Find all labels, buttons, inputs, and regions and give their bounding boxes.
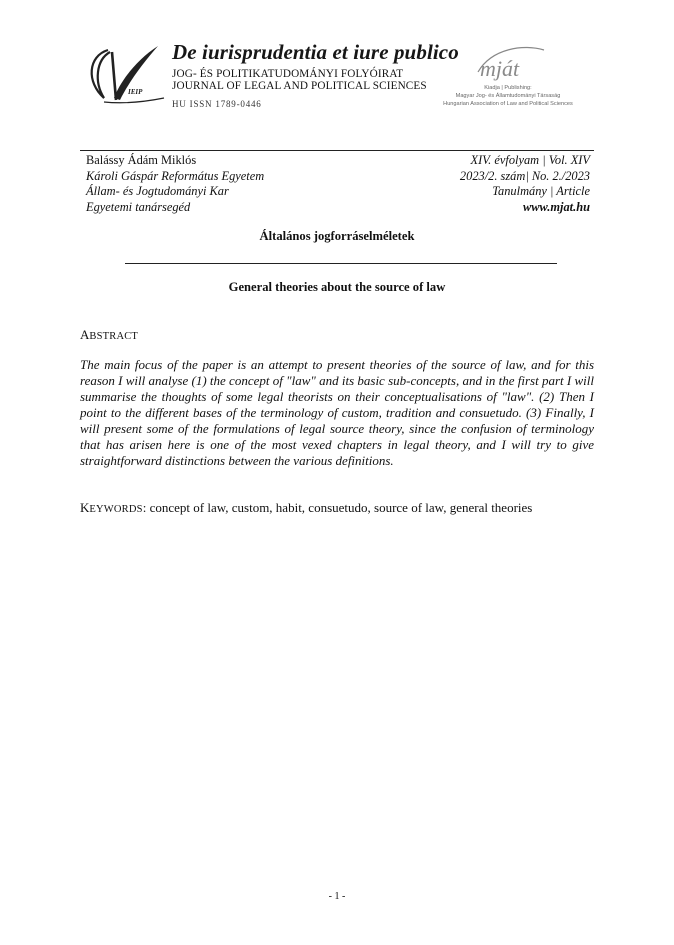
publisher-logo-text: mját: [480, 56, 520, 81]
journal-subtitle-hu: JOG- ÉS POLITIKATUDOMÁNYI FOLYÓIRAT: [172, 68, 404, 80]
keywords-text: : concept of law, custom, habit, consuetudo, source of law, general theories: [142, 500, 533, 515]
logo-flourish-left: [92, 50, 110, 98]
logo-flourish-bottom: [104, 98, 164, 103]
header-divider: [80, 150, 594, 151]
publisher-label: Kiadja | Publishing:: [484, 85, 532, 91]
issue-number: 2023/2. szám| No. 2./2023: [459, 168, 590, 183]
author-faculty: Állam- és Jogtudományi Kar: [86, 184, 229, 198]
keywords-line: [80, 500, 532, 516]
article-title-hu: Általános jogforráselméletek: [259, 229, 415, 243]
abstract-heading-rest: BSTRACT: [89, 331, 139, 342]
issue-block: [460, 153, 590, 215]
logo-ieip-text: IEIP: [128, 88, 143, 96]
publisher-name-hu: Magyar Jog- és Államtudományi Társaság: [455, 93, 561, 99]
journal-issn: HU ISSN 1789-0446: [172, 99, 262, 109]
title-divider: [125, 263, 557, 264]
publisher-logo: [472, 42, 550, 84]
journal-subtitle-en: JOURNAL OF LEGAL AND POLITICAL SCIENCES: [172, 80, 427, 92]
abstract-heading-initial: A: [80, 327, 90, 342]
page-number: - 1 -: [328, 891, 346, 902]
keywords-heading-rest: EYWORDS: [89, 504, 143, 515]
keywords-heading-initial: K: [80, 500, 90, 515]
publisher-name-en: Hungarian Association of Law and Political Sciences: [443, 101, 573, 107]
author-block: [86, 153, 264, 215]
author-name: Balássy Ádám Miklós: [86, 153, 197, 167]
author-position: Egyetemi tanársegéd: [86, 199, 191, 214]
journal-title: De iurisprudentia et iure publico: [172, 40, 459, 64]
abstract-text: The main focus of the paper is an attempt to present theories of the source of law, and for this reason I will analyse (1) the concept of "law" and its basic sub-concepts, and in the first part I will summarise the thoughts of some legal theorists on their conceptualisations of "law". (2) Then I point to the different bases of the terminology of custom, tradition and consuetudo. (3) Finally, I will present some of the formulations of legal source theory, since the confusion of terminology that has arisen here is one of the most vexed chapters in legal theory, and I will try to give straightforward distinctions between the various definitions.: [80, 357, 594, 468]
publisher-block: [424, 84, 592, 108]
article-title-en: General theories about the source of law: [228, 280, 446, 294]
author-university: Károli Gáspár Református Egyetem: [86, 168, 265, 183]
journal-logo: [84, 42, 172, 108]
journal-website: www.mjat.hu: [522, 199, 590, 214]
article-type: Tanulmány | Article: [492, 184, 590, 198]
issue-volume: XIV. évfolyam | Vol. XIV: [470, 153, 590, 167]
logo-stroke: [112, 52, 116, 100]
abstract-heading: [80, 327, 138, 343]
